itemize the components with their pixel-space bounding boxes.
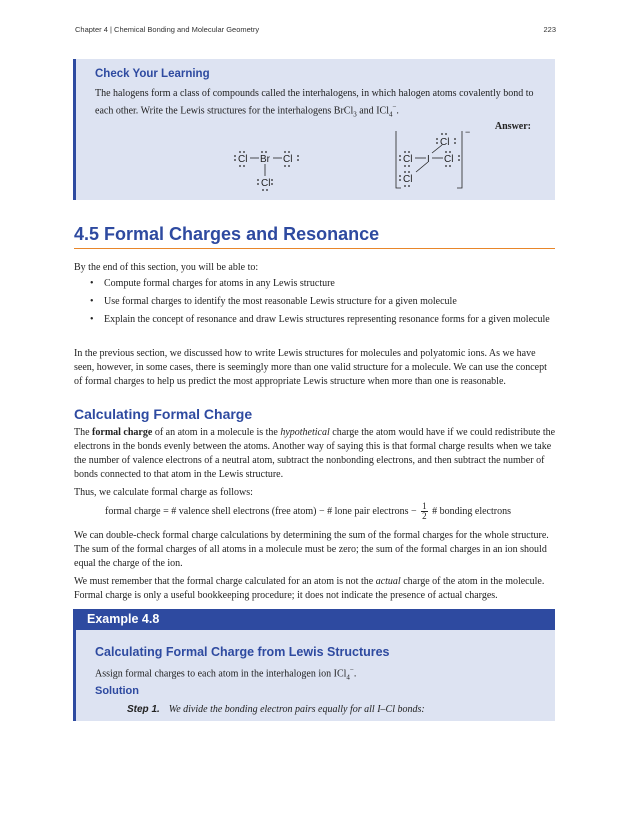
example-header-bar — [73, 609, 555, 630]
intro-paragraph: In the previous section, we discussed how to write Lewis structures for molecules and polyatomic ions. As we have seen, however, in some cases, there is seemingly more than one valid structure for a molecule. We can use the concept of formal charges to help us predict the most appropriate Lewis structure when more than one is reasonable. — [74, 348, 547, 387]
step-label: Step 1. — [127, 704, 160, 715]
one-half-fraction: $\frac{1}{2}$ — [422, 501, 427, 521]
objective-item: • Use formal charges to identify the most reasonable Lewis structure for a given molecule — [74, 295, 556, 308]
brcl3-br: Br — [260, 154, 270, 165]
learning-objectives — [74, 277, 556, 331]
remember-paragraph: We must remember that the formal charge calculated for an atom is not the actual charge of the atom in the molecule. Formal charge is only a useful bookkeeping procedure; it does not indicate the presence of actual charges. — [74, 576, 545, 601]
example-box — [73, 609, 555, 721]
brcl3-structure — [234, 151, 299, 191]
example-title: Calculating Formal Charge from Lewis Structures — [95, 645, 390, 659]
check-text: The halogens form a class of compounds called the interhalogens, in which halogen atoms covalently bond to each other. Write the Lewis structures for the interhalogens BrCl$_3$ and ICl$_4$−. — [95, 88, 534, 118]
solution-heading: Solution — [95, 685, 139, 697]
example-label: Example 4.8 — [87, 612, 160, 626]
objective-item: • Compute formal charges for atoms in any Lewis structure — [74, 277, 556, 290]
icl4-charge: − — [465, 131, 471, 137]
icl4-cl-bottom: Cl — [403, 174, 413, 185]
lewis-structures-figure — [226, 131, 486, 193]
formal-charge-definition: The formal charge of an atom in a molecule is the hypothetical charge the atom would have if we could redistribute the electrons in the bonds evenly between the atoms. Another way of saying this is that formal charge results when we take the number of valence electrons of a neutral atom, subtract the nonbonding electrons, and then subtract the number of bonds connected to that atom in the Lewis structure. — [74, 427, 556, 480]
double-check-paragraph: We can double-check formal charge calculations by determining the sum of the formal charges for the whole structure. The sum of the formal charges of all atoms in a molecule must be zero; the sum of the formal charges in an ion should equal the charge of the ion. — [74, 530, 549, 569]
objectives-intro: By the end of this section, you will be able to: — [74, 262, 259, 273]
chapter-title: Chapter 4 | Chemical Bonding and Molecular Geometry — [75, 25, 260, 34]
icl4-cl-left: Cl — [403, 154, 413, 165]
answer-label: Answer: — [494, 121, 531, 132]
subsection-title: Calculating Formal Charge — [74, 406, 253, 422]
icl4-structure — [399, 131, 470, 187]
running-header — [75, 25, 556, 34]
brcl3-cl-bottom: Cl — [261, 178, 271, 189]
example-prompt: Assign formal charges to each atom in the interhalogen ion ICl$_4$−. — [95, 666, 357, 682]
check-title: Check Your Learning — [95, 68, 210, 80]
section-title: 4.5 Formal Charges and Resonance — [74, 224, 555, 249]
key-term: formal charge — [92, 427, 153, 438]
objective-item: • Explain the concept of resonance and draw Lewis structures representing resonance forms for a given molecule — [74, 313, 556, 326]
step-1: Step 1. We divide the bonding electron pairs equally for all I–Cl bonds: — [127, 704, 425, 715]
icl4-cl-top: Cl — [440, 137, 450, 148]
icl4-cl-right: Cl — [444, 154, 454, 165]
brcl3-cl-right: Cl — [283, 154, 293, 165]
check-your-learning-box — [73, 59, 555, 200]
thus-line: Thus, we calculate formal charge as follows: — [74, 487, 253, 498]
icl4-i: I — [427, 154, 430, 165]
formal-charge-equation: formal charge = # valence shell electrons (free atom) − # lone pair electrons − $\frac{1}{2}$ # bonding electrons — [105, 501, 511, 521]
brcl3-cl-left: Cl — [238, 154, 248, 165]
page-number: 223 — [543, 25, 556, 34]
